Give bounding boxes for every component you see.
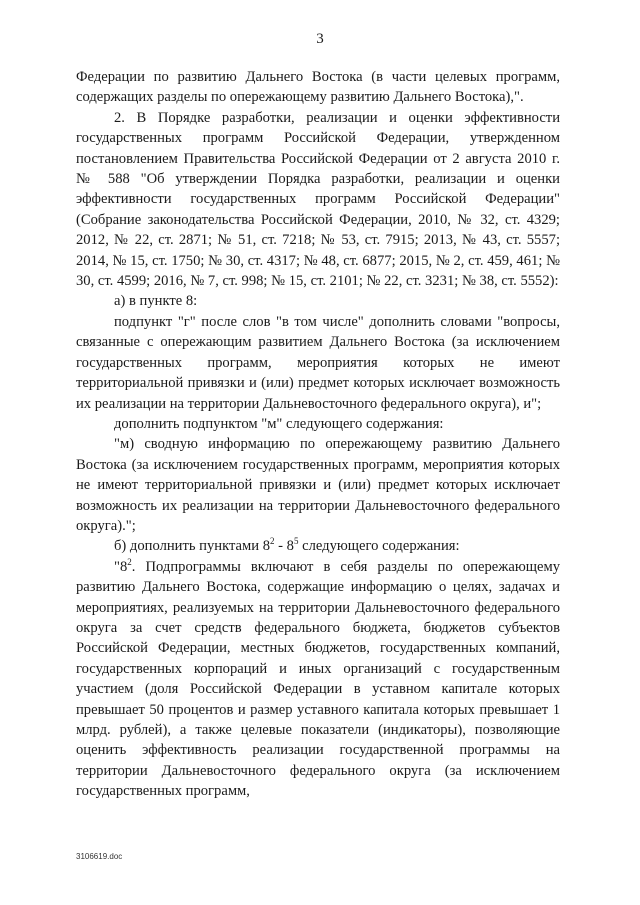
paragraph: 2. В Порядке разработки, реализации и оценки эффективности государственных программ Российской Федерации, утвержденном постановлением Правительства Российской Федерации от 2 августа 2010 г. № 588 "Об утверждении Порядка разработки, реализации и оценки эффективности государственных программ Российской Федерации" (Собрание законодательства Российской Федерации, 2010, № 32, ст. 4329; 2012, № 22, ст. 2871; № 51, ст. 7218; № 53, ст. 7915; 2013, № 43, ст. 5557; 2014, № 15, ст. 1750; № 30, ст. 4317; № 48, ст. 6877; 2015, № 2, ст. 459, 461; № 30, ст. 4599; 2016, № 7, ст. 998; № 15, ст. 2101; № 22, ст. 3231; № 38, ст. 5552): <box>76 109 560 290</box>
paragraph-item-8-2 <box>76 557 560 802</box>
item-b-suffix: следующего содержания: <box>298 538 460 555</box>
superscript: 2 <box>127 556 132 567</box>
item-b-mid: - 8 <box>274 538 294 555</box>
paragraph: подпункт "г" после слов "в том числе" дополнить словами "вопросы, связанные с опережающим развитием Дальнего Востока (за исключением государственных программ, мероприятия которых не имеют территориальной привязки и (или) предмет которых исключает возможность их реализации на территории Дальневосточного федерального округа), и"; <box>76 313 560 412</box>
superscript: 5 <box>293 536 299 547</box>
item-b-prefix: б) дополнить пунктами 8 <box>114 538 270 555</box>
paragraph: дополнить подпунктом "м" следующего содержания: <box>114 415 444 432</box>
paragraph: "м) сводную информацию по опережающему развитию Дальнего Востока (за исключением государственных программ, мероприятия которых не имеют территориальной привязки и (или) предмет которых исключает возможность их реализации на территории Дальневосточного федерального округа)."; <box>76 436 560 534</box>
page-number: 3 <box>316 31 324 47</box>
file-name-footer: 3106619.doc <box>76 852 123 861</box>
paragraph-item-b <box>76 536 560 556</box>
paragraph: Федерации по развитию Дальнего Востока (в части целевых программ, содержащих разделы по опережающему развитию Дальнего Востока),". <box>76 69 560 106</box>
paragraph: а) в пункте 8: <box>114 293 198 310</box>
document-body <box>76 67 560 802</box>
item-82-text: . Подпрограммы включают в себя разделы по опережающему развитию Дальнего Востока, содержащие информацию о целях, задачах и мероприятиях, реализуемых на территории Дальневосточного федерального округа за счет средств федерального бюджета, бюджетов субъектов Российской Федерации, местных бюджетов, государственных компаний, государственных корпораций и иных организаций с государственным участием (доля Российской Федерации в уставном капитале которых превышает 50 процентов и размер уставного капитала которых превышает 1 млрд. рублей), а также целевые показатели (индикаторы), позволяющие оценить эффективность реализации государственной программы на территории Дальневосточного федерального округа (за исключением государственных программ, <box>76 558 560 800</box>
superscript: 2 <box>270 536 275 547</box>
item-82-open: "8 <box>114 558 128 575</box>
